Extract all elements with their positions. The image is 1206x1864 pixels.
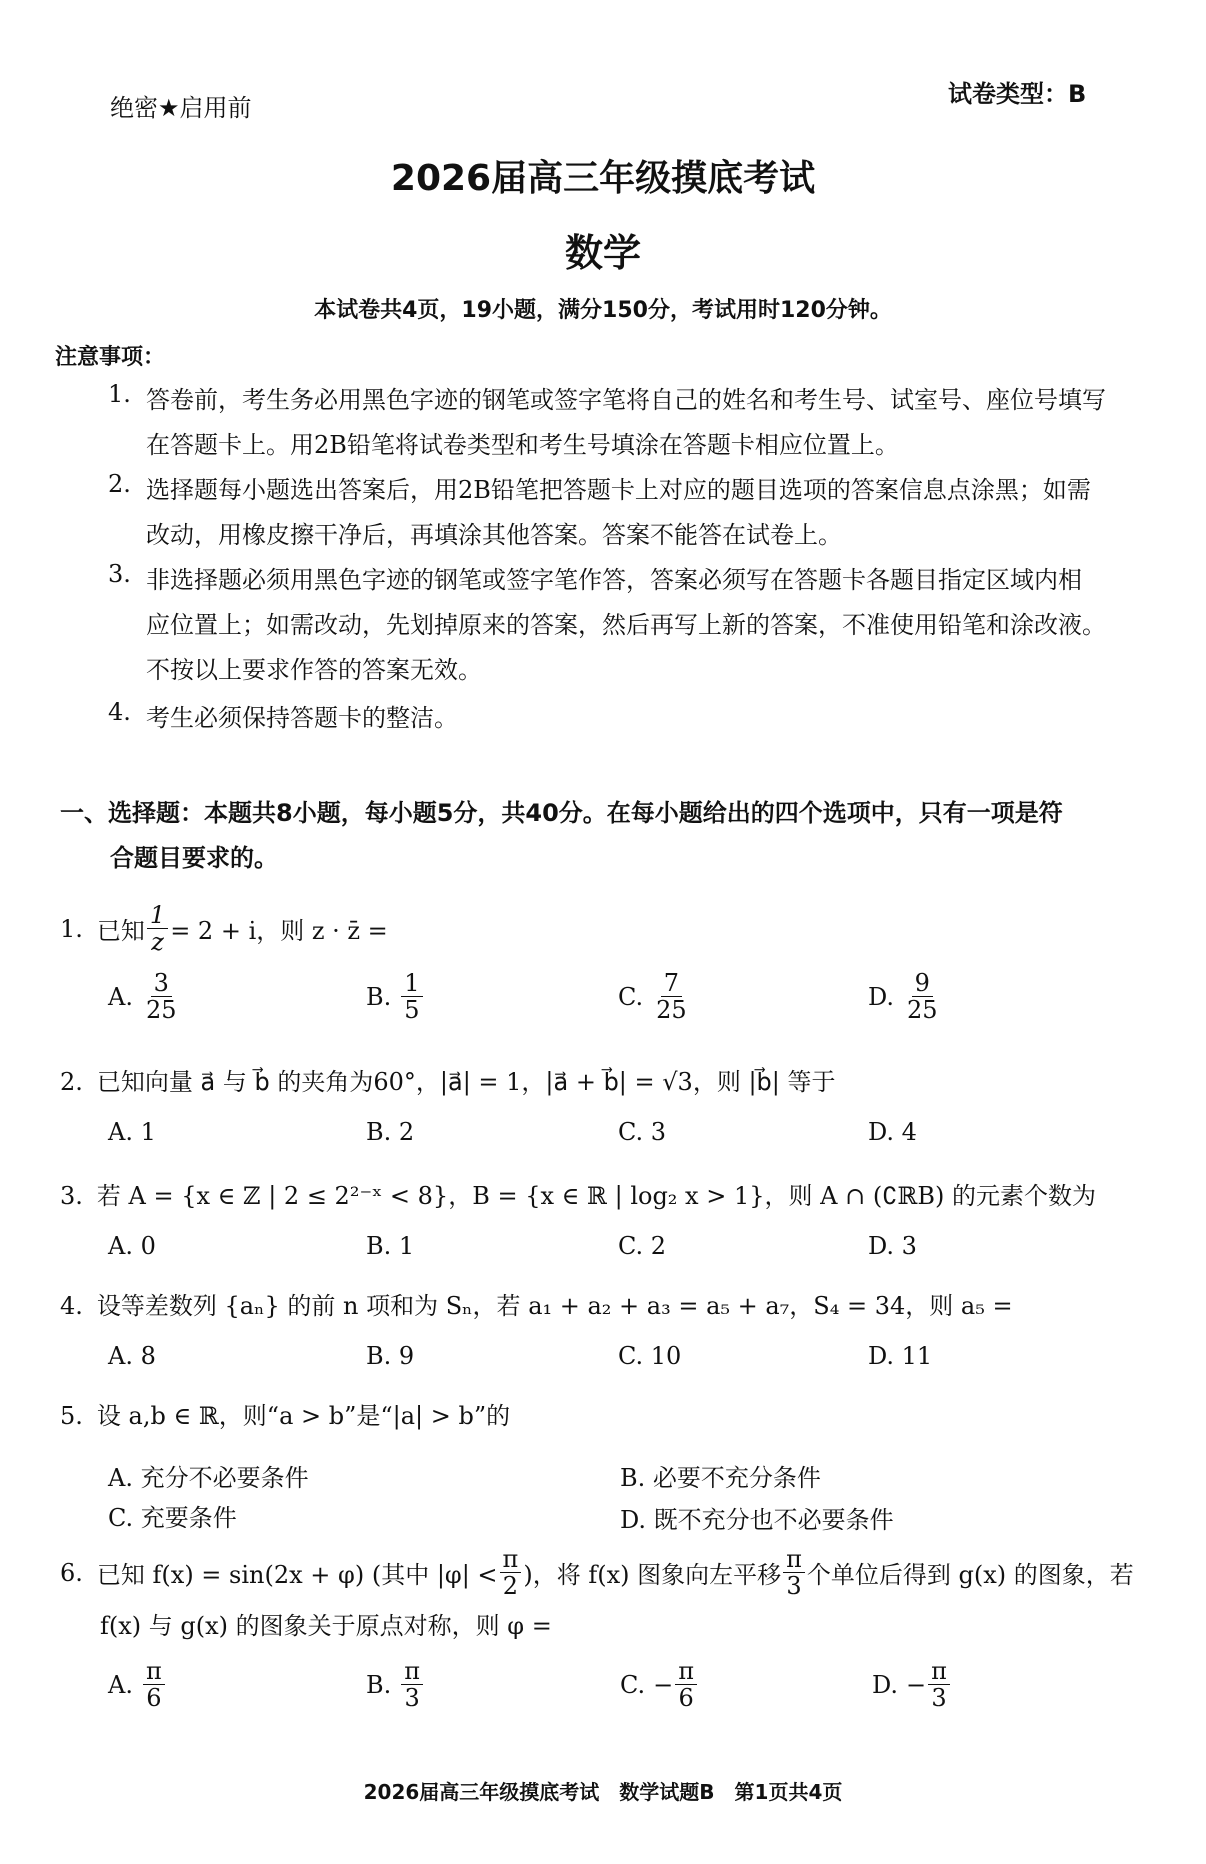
fraction xyxy=(500,1546,522,1600)
notice-item-line: 非选择题必须用黑色字迹的钢笔或签字笔作答，答案必须写在答题卡各题目指定区域内相 xyxy=(146,566,1082,594)
option-label: D. xyxy=(620,1506,647,1534)
question-2-stem xyxy=(60,1062,836,1097)
fraction-denominator: 6 xyxy=(678,1684,694,1713)
option-d xyxy=(868,970,943,1024)
option-sign: − xyxy=(653,1670,674,1699)
option-label: B. xyxy=(366,1232,392,1260)
notice-item-num: 1. xyxy=(108,380,131,408)
option-label: A. xyxy=(108,1670,133,1699)
question-number: 2. xyxy=(60,1068,83,1096)
fraction-numerator: 3 xyxy=(151,970,172,997)
option-label: A. xyxy=(108,1464,133,1492)
fraction-denominator: 25 xyxy=(907,996,938,1025)
option-label: C. xyxy=(618,1118,644,1146)
fraction-numerator: π xyxy=(928,1658,950,1685)
option-b xyxy=(366,970,425,1024)
option-label: D. xyxy=(872,1670,899,1699)
option-b xyxy=(366,1658,425,1712)
fraction-numerator: 1 xyxy=(147,902,168,929)
option-label: B. xyxy=(366,982,392,1011)
option-c xyxy=(108,1498,237,1533)
fraction-denominator: 25 xyxy=(656,996,687,1025)
notice-item-line: 不按以上要求作答的答案无效。 xyxy=(146,656,482,684)
option-text: 3 xyxy=(650,1118,667,1146)
option-label: A. xyxy=(108,982,133,1011)
option-label: A. xyxy=(108,1118,133,1146)
notice-item-num: 2. xyxy=(108,470,131,498)
option-b xyxy=(620,1458,821,1493)
fraction-numerator: π xyxy=(783,1546,805,1573)
option-label: C. xyxy=(108,1504,134,1532)
fraction-denominator: z xyxy=(151,928,164,957)
fraction-numerator: π xyxy=(675,1658,697,1685)
question-number: 1. xyxy=(60,914,83,943)
option-text: 3 xyxy=(901,1232,917,1260)
question-6-options xyxy=(0,1658,1206,1728)
question-text: = 2 + i，则 z · z̄ = xyxy=(170,917,388,946)
option-d xyxy=(868,1118,917,1146)
question-text: 已知向量 a⃗ 与 b⃗ 的夹角为60°，|a⃗| = 1，|a⃗ + b⃗| = √3，则 |b⃗| 等于 xyxy=(96,1068,836,1096)
option-label: B. xyxy=(366,1670,392,1699)
option-a xyxy=(108,970,182,1024)
fraction-denominator: 6 xyxy=(146,1684,162,1713)
question-text: 个单位后得到 g(x) 的图象，若 xyxy=(806,1561,1134,1590)
option-label: D. xyxy=(868,1118,895,1146)
option-text: 2 xyxy=(398,1118,415,1146)
section-heading-cont: 合题目要求的。 xyxy=(110,844,278,872)
option-a xyxy=(108,1118,156,1146)
option-sign: − xyxy=(906,1670,927,1699)
option-b xyxy=(366,1232,414,1260)
question-4-stem xyxy=(60,1286,1013,1321)
fraction-numerator: π xyxy=(143,1658,165,1685)
option-c xyxy=(618,970,692,1024)
question-number: 3. xyxy=(60,1182,83,1210)
page-footer: 2026届高三年级摸底考试 数学试题B 第1页共4页 xyxy=(363,1780,843,1804)
option-label: D. xyxy=(868,982,895,1011)
option-c xyxy=(618,1232,666,1260)
question-text: )，将 f(x) 图象向左平移 xyxy=(523,1561,782,1590)
option-label: B. xyxy=(366,1342,392,1370)
option-label: D. xyxy=(868,1342,895,1370)
option-text: 9 xyxy=(398,1342,415,1370)
fraction-numerator: 1 xyxy=(401,970,422,997)
option-text: 2 xyxy=(650,1232,667,1260)
option-d xyxy=(868,1232,917,1260)
option-label: B. xyxy=(366,1118,392,1146)
option-text: 必要不充分条件 xyxy=(652,1464,821,1492)
option-text: 1 xyxy=(140,1118,156,1146)
subject-title: 数学 xyxy=(564,231,641,275)
fraction-denominator: 2 xyxy=(502,1572,519,1601)
option-a xyxy=(108,1232,156,1260)
option-c xyxy=(618,1118,666,1146)
question-text: 已知 xyxy=(96,917,145,946)
option-label: C. xyxy=(618,982,644,1011)
option-text: 11 xyxy=(901,1342,933,1370)
question-text: 设 a,b ∈ ℝ，则“a > b”是“|a| > b”的 xyxy=(96,1402,511,1430)
option-b xyxy=(366,1342,414,1370)
notice-item-line: 改动，用橡皮擦干净后，再填涂其他答案。答案不能答在试卷上。 xyxy=(146,521,842,549)
option-text: 1 xyxy=(398,1232,415,1260)
option-label: B. xyxy=(620,1464,646,1492)
option-text: 4 xyxy=(901,1118,917,1146)
question-number: 6. xyxy=(60,1558,83,1587)
option-c xyxy=(620,1658,699,1712)
option-label: A. xyxy=(108,1232,133,1260)
option-text: 既不充分也不必要条件 xyxy=(653,1506,894,1534)
option-d xyxy=(868,1342,932,1370)
option-c xyxy=(618,1342,681,1370)
fraction-denominator: 3 xyxy=(404,1684,420,1713)
option-label: C. xyxy=(618,1232,644,1260)
option-label: D. xyxy=(868,1232,895,1260)
fraction-denominator: 3 xyxy=(786,1572,802,1601)
option-text: 充要条件 xyxy=(140,1504,237,1532)
notice-heading: 注意事项： xyxy=(55,345,166,370)
question-1-options xyxy=(0,970,1206,1040)
question-5-stem xyxy=(60,1396,510,1431)
question-text: 已知 f(x) = sin(2x + φ) (其中 |φ| < xyxy=(96,1561,498,1590)
fraction-denominator: 25 xyxy=(145,996,177,1025)
question-number: 5. xyxy=(60,1402,83,1430)
notice-item-line: 考生必须保持答题卡的整洁。 xyxy=(146,704,458,732)
option-text: 充分不必要条件 xyxy=(140,1464,309,1492)
notice-item-num: 3. xyxy=(108,560,131,588)
notice-item-line: 选择题每小题选出答案后，用2B铅笔把答题卡上对应的题目选项的答案信息点涂黑；如需 xyxy=(146,476,1091,504)
fraction-denominator: 3 xyxy=(931,1684,947,1713)
fraction xyxy=(783,1546,805,1600)
fraction-numerator: π xyxy=(401,1658,423,1685)
question-1-stem xyxy=(60,902,388,956)
page-title: 2026届高三年级摸底考试 xyxy=(390,158,816,199)
fraction-numerator: 9 xyxy=(912,970,933,997)
fraction-denominator: 5 xyxy=(404,996,420,1025)
notice-item-line: 答卷前，考生务必用黑色字迹的钢笔或签字笔将自己的姓名和考生号、试室号、座位号填写 xyxy=(146,386,1106,414)
question-number: 4. xyxy=(60,1292,83,1320)
option-label: A. xyxy=(108,1342,133,1370)
notice-item-num: 4. xyxy=(108,698,131,726)
option-text: 8 xyxy=(140,1342,156,1370)
option-text: 10 xyxy=(650,1342,682,1370)
question-6-stem-cont: f(x) 与 g(x) 的图象关于原点对称，则 φ = xyxy=(100,1612,552,1640)
notice-item-line: 应位置上；如需改动，先划掉原来的答案，然后再写上新的答案，不准使用铅笔和涂改液。 xyxy=(146,611,1106,639)
option-a xyxy=(108,1342,156,1370)
option-d xyxy=(620,1500,894,1535)
option-label: C. xyxy=(618,1342,644,1370)
confidential-label: 绝密★启用前 xyxy=(110,94,252,122)
option-label: C. xyxy=(620,1670,646,1699)
option-text: 0 xyxy=(140,1232,156,1260)
question-6-stem xyxy=(60,1546,1134,1600)
question-3-stem xyxy=(60,1176,1096,1211)
exam-info: 本试卷共4页，19小题，满分150分，考试用时120分钟。 xyxy=(314,298,892,323)
section-heading: 一、选择题：本题共8小题，每小题5分，共40分。在每小题给出的四个选项中，只有一项是符 xyxy=(60,799,1063,827)
question-text: 设等差数列 {aₙ} 的前 n 项和为 Sₙ，若 a₁ + a₂ + a₃ = a₅ + a₇，S₄ = 34，则 a₅ = xyxy=(96,1292,1013,1320)
option-b xyxy=(366,1118,414,1146)
option-a xyxy=(108,1658,167,1712)
question-text: 若 A = {x ∈ ℤ | 2 ≤ 2²⁻ˣ < 8}，B = {x ∈ ℝ | log₂ x > 1}，则 A ∩ (∁ℝB) 的元素个数为 xyxy=(96,1182,1097,1210)
fraction-numerator: 7 xyxy=(661,970,682,997)
paper-type-label: 试卷类型：B xyxy=(948,80,1087,108)
fraction-numerator: π xyxy=(500,1546,522,1573)
notice-item-line: 在答题卡上。用2B铅笔将试卷类型和考生号填涂在答题卡相应位置上。 xyxy=(146,431,899,459)
option-a xyxy=(108,1458,309,1493)
option-d xyxy=(872,1658,952,1712)
fraction xyxy=(147,902,168,956)
